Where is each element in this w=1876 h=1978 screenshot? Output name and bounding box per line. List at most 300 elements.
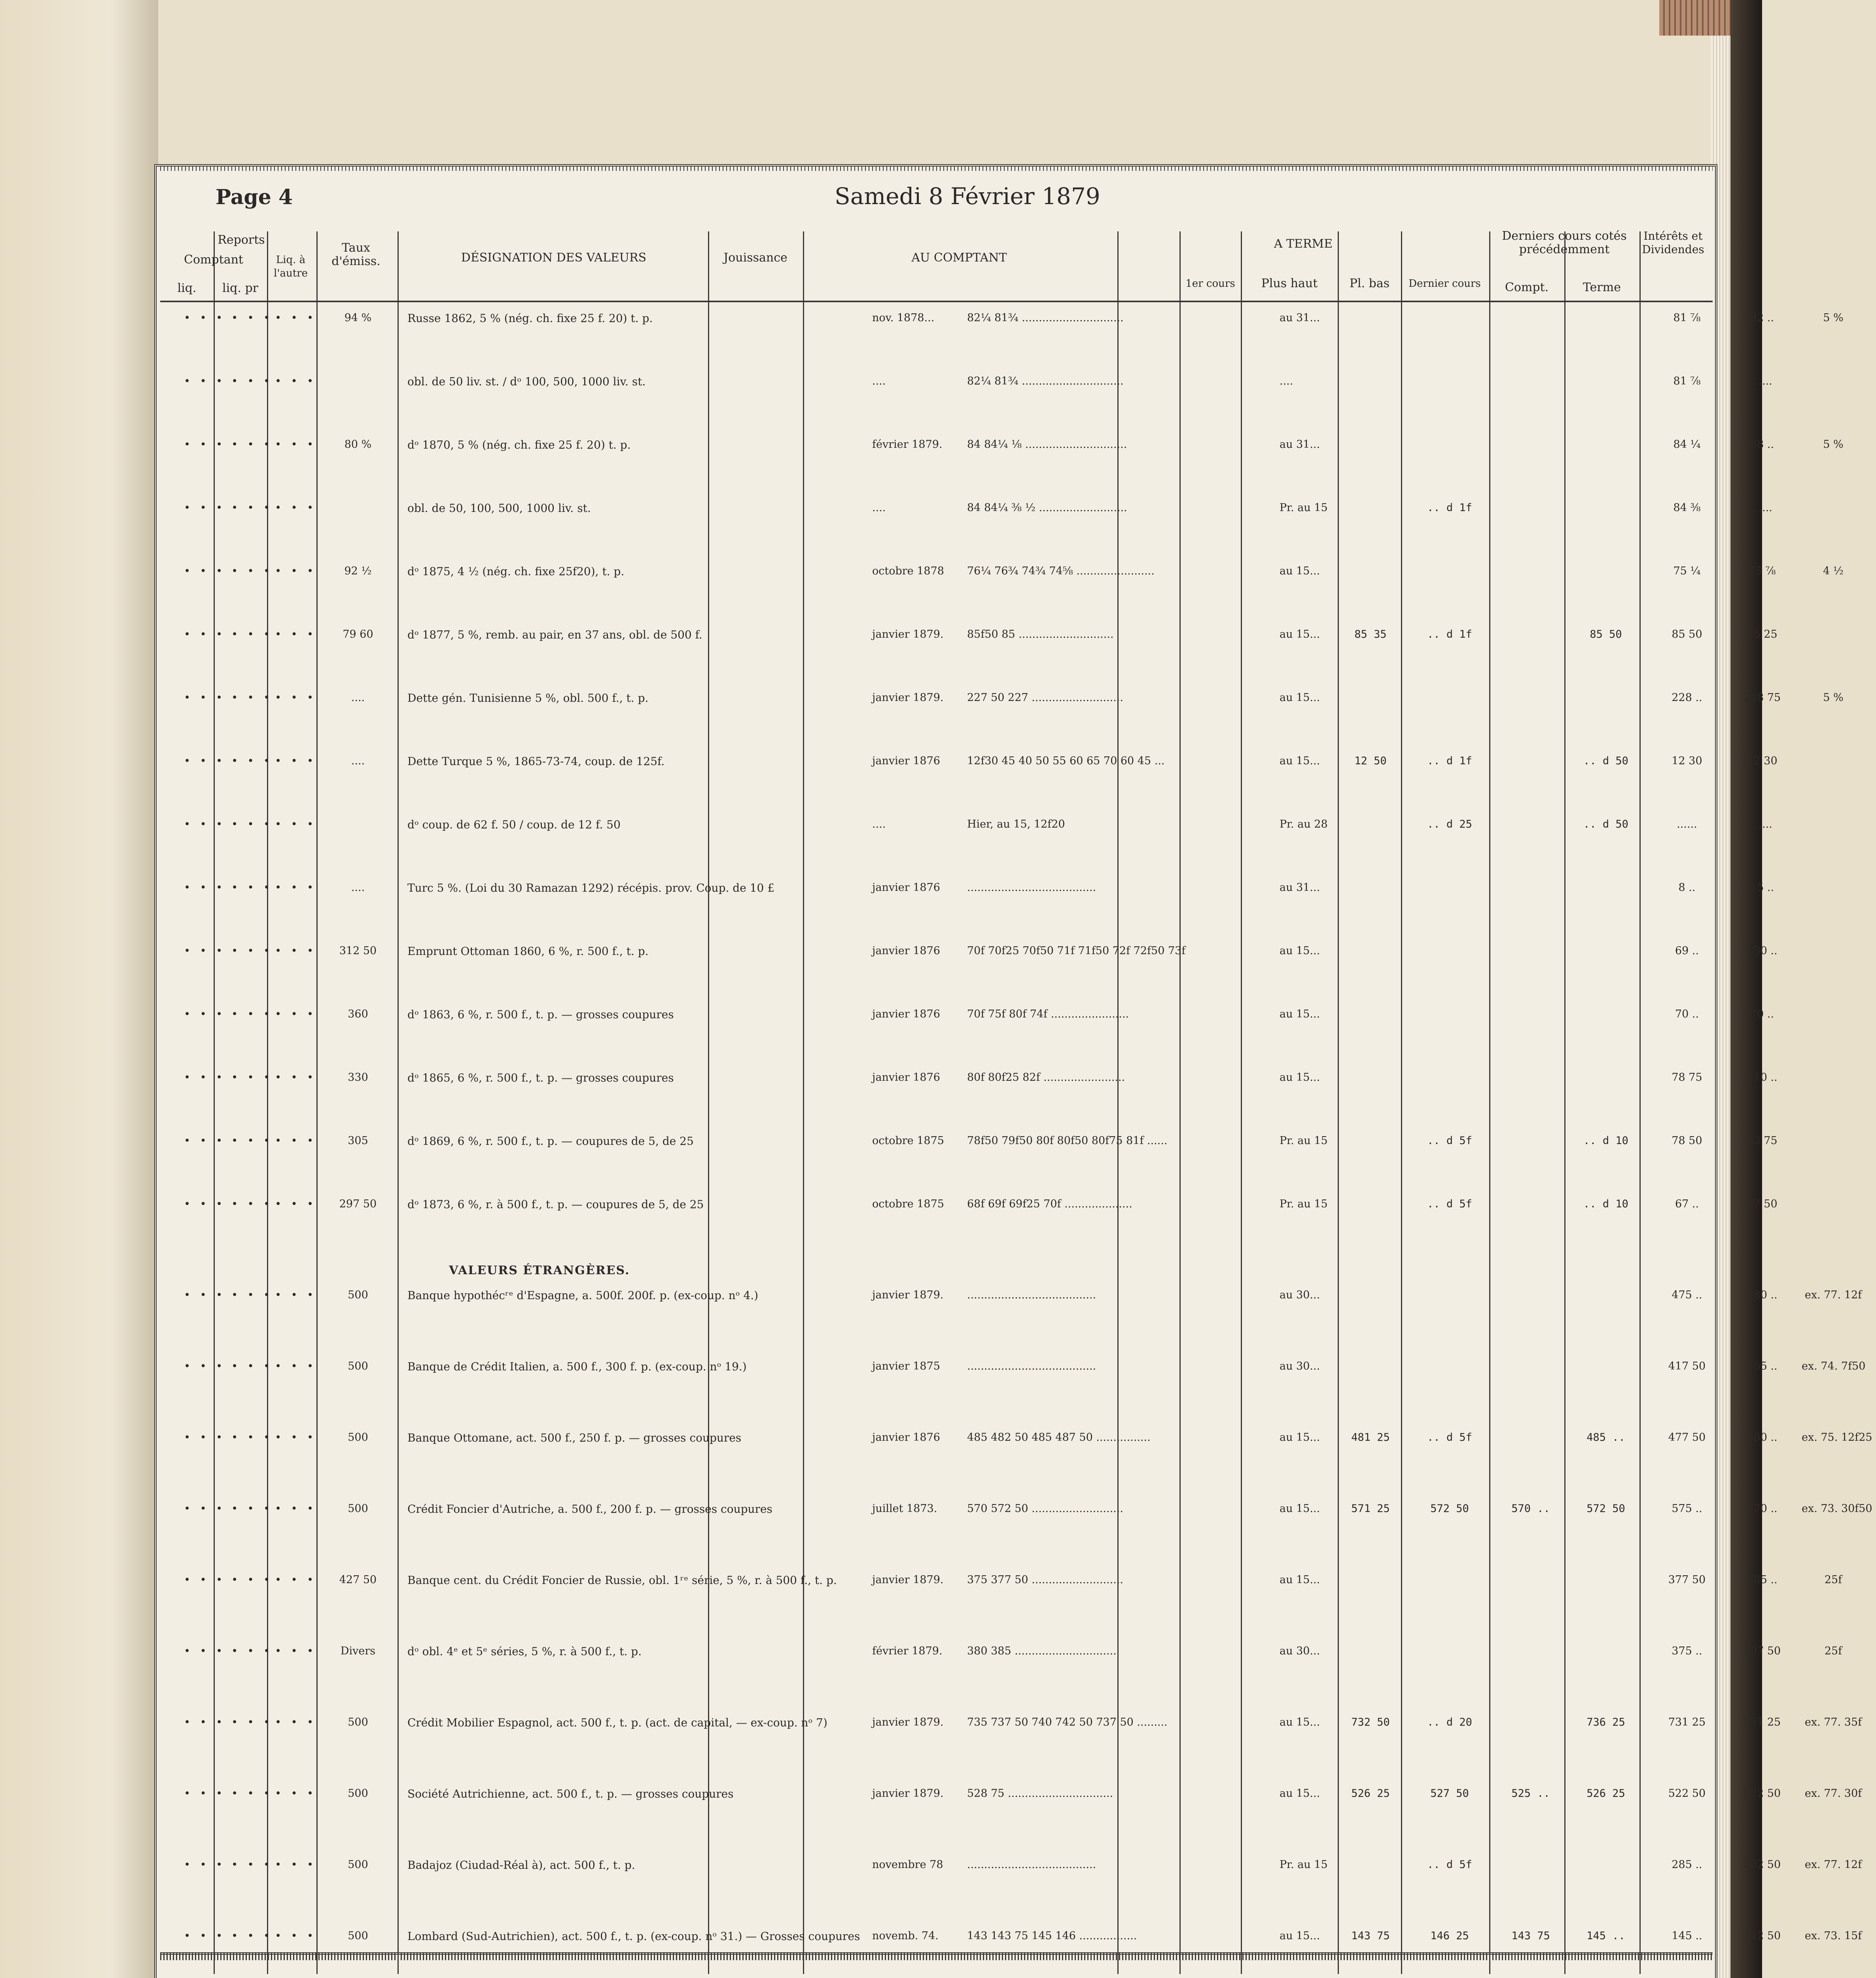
section-title: VALEURS ÉTRANGÈRES.: [449, 1264, 630, 1277]
cell-desig: Russe 1862, 5 % (nég. ch. fixe 25 f. 20) t. p.: [407, 312, 653, 325]
report-dots: • • •: [184, 1859, 224, 1871]
cell-taux: 330: [348, 1071, 368, 1084]
report-dots: • • •: [275, 1645, 315, 1657]
table-row: [160, 688, 1844, 752]
report-dots: • • •: [231, 438, 272, 451]
cell-dern: 526 25: [1586, 1787, 1625, 1800]
cell-haut: .. d 20: [1427, 1716, 1472, 1728]
report-dots: • • •: [275, 692, 315, 704]
report-dots: • • •: [231, 755, 272, 767]
cell-compt: ......................................: [967, 1859, 1096, 1871]
book-edge: [1730, 0, 1762, 1978]
report-dots: • • •: [184, 375, 224, 387]
report-dots: • • •: [275, 438, 315, 451]
cell-jouis: ....: [872, 375, 886, 387]
report-dots: • • •: [231, 1859, 272, 1871]
cell-tt: au 30...: [1280, 1360, 1320, 1372]
cell-taux: 427 50: [339, 1574, 377, 1586]
cell-compt: 80f 80f25 82f ........................: [967, 1071, 1125, 1084]
report-dots: • • •: [184, 1198, 224, 1210]
report-dots: • • •: [275, 1787, 315, 1800]
cell-dc1: 78 50: [1672, 1135, 1702, 1147]
cell-dern: .. d 10: [1583, 1198, 1628, 1210]
cell-int: ex. 73. 30f50: [1802, 1502, 1872, 1515]
cell-int: ex. 73. 15f: [1804, 1930, 1862, 1942]
cell-tt: au 15...: [1280, 692, 1320, 704]
report-dots: • • •: [275, 881, 315, 894]
table-row: [160, 1428, 1872, 1499]
cell-dc1: 69 ..: [1675, 945, 1699, 957]
cell-haut: 572 50: [1430, 1502, 1469, 1515]
cell-dc1: 8 ..: [1678, 881, 1696, 894]
cell-taux: Divers: [340, 1645, 376, 1657]
header-premier-cours: 1er cours: [1185, 278, 1235, 290]
header-liq-a-lautre: Liq. à l'autre: [274, 254, 308, 279]
cell-int: ex. 77. 35f: [1804, 1716, 1862, 1728]
cell-tt: Pr. au 15: [1280, 1135, 1328, 1147]
cell-haut: .. d 5f: [1427, 1859, 1472, 1871]
table-row: [160, 1068, 1778, 1131]
cell-taux: 500: [348, 1859, 368, 1871]
cell-dern: .. d 50: [1583, 818, 1628, 830]
report-dots: • • •: [231, 945, 272, 957]
cell-dc2: 228 75: [1743, 692, 1781, 704]
cell-desig: dᵒ 1869, 6 %, r. 500 f., t. p. — coupures de 5, de 25: [407, 1135, 694, 1148]
cell-jouis: ....: [872, 502, 886, 514]
table-row: [160, 815, 1772, 878]
header-dernier-cours: Dernier cours: [1408, 278, 1481, 290]
cell-desig: Banque cent. du Crédit Foncier de Russie, obl. 1ʳᵉ série, 5 %, r. à 500 f., t. p.: [407, 1574, 837, 1587]
table-row: [160, 1357, 1866, 1428]
cell-dern: 145 ..: [1586, 1930, 1625, 1942]
section-row: [160, 1258, 1713, 1286]
cell-dc1: 84 ¼: [1673, 438, 1701, 451]
cell-tt: Pr. au 15: [1280, 502, 1328, 514]
cell-dc1: 417 50: [1668, 1360, 1706, 1372]
report-dots: • • •: [231, 1198, 272, 1210]
cell-dc2: 130 ..: [1747, 945, 1778, 957]
header-terme: Terme: [1583, 280, 1621, 294]
report-dots: • • •: [275, 1008, 315, 1020]
report-dots: • • •: [231, 1431, 272, 1444]
header-a-terme: A TERME: [1274, 237, 1333, 251]
cell-tt: au 15...: [1280, 1502, 1320, 1515]
report-dots: • • •: [231, 1716, 272, 1728]
cell-dc2: 570 ..: [1747, 1502, 1778, 1515]
cell-desig: dᵒ 1873, 6 %, r. à 500 f., t. p. — coupures de 5, de 25: [407, 1198, 704, 1211]
cell-tt: au 15...: [1280, 1431, 1320, 1444]
cell-tt: au 31...: [1280, 881, 1320, 894]
cell-first: 481 25: [1351, 1431, 1390, 1444]
cell-jouis: janvier 1879.: [872, 1716, 944, 1728]
cell-dc1: 70 ..: [1675, 1008, 1699, 1020]
cell-dc2: 15 ..: [1750, 881, 1774, 894]
cell-tt: au 31...: [1280, 438, 1320, 451]
report-dots: • • •: [231, 502, 272, 514]
header-plus-haut: Plus haut: [1261, 277, 1318, 290]
cell-desig: dᵒ 1870, 5 % (nég. ch. fixe 25 f. 20) t. p.: [407, 438, 631, 451]
cell-jouis: février 1879.: [872, 438, 943, 451]
report-dots: • • •: [184, 1360, 224, 1372]
cell-dc2: 480 ..: [1747, 1431, 1778, 1444]
cell-dc2: 53 75: [1747, 1135, 1778, 1147]
cell-tt: Pr. au 15: [1280, 1198, 1328, 1210]
cell-compt: 70f 75f 80f 74f .......................: [967, 1008, 1129, 1020]
report-dots: • • •: [184, 818, 224, 830]
cell-taux: 500: [348, 1930, 368, 1942]
cell-compt: 143 143 75 145 146 .................: [967, 1930, 1137, 1942]
cell-jouis: janvier 1879.: [872, 628, 944, 640]
cell-dc2: 522 50: [1743, 1787, 1781, 1800]
report-dots: • • •: [184, 881, 224, 894]
book-gutter: [0, 0, 158, 1978]
cell-dc2: 82 ..: [1750, 312, 1774, 324]
report-dots: • • •: [184, 438, 224, 451]
cell-dern: 485 ..: [1586, 1431, 1625, 1444]
report-dots: • • •: [275, 818, 315, 830]
table-row: [160, 1286, 1862, 1357]
table-row: [160, 372, 1772, 435]
cell-dc1: 285 ..: [1672, 1859, 1702, 1871]
cell-desig: Badajoz (Ciudad-Réal à), act. 500 f., t. p.: [407, 1859, 635, 1872]
cell-dc1: 78 75: [1672, 1071, 1702, 1084]
cell-desig: Crédit Foncier d'Autriche, a. 500 f., 200 f. p. — grosses coupures: [407, 1502, 772, 1516]
cell-bas: 525 ..: [1511, 1787, 1550, 1800]
cell-compt: 375 377 50 ...........................: [967, 1574, 1123, 1586]
report-dots: • • •: [231, 1645, 272, 1657]
cell-taux: 297 50: [339, 1198, 377, 1210]
cell-dc2: 310 ..: [1747, 1071, 1778, 1084]
report-dots: • • •: [275, 945, 315, 957]
report-dots: • • •: [184, 628, 224, 640]
cell-dc2: 67 50: [1747, 1198, 1778, 1210]
report-dots: • • •: [275, 1859, 315, 1871]
cell-jouis: juillet 1873.: [872, 1502, 937, 1515]
rows-fonds-etrangers: [160, 309, 1844, 1258]
table-row: [160, 878, 1774, 942]
report-dots: • • •: [184, 1645, 224, 1657]
report-dots: • • •: [231, 628, 272, 640]
cell-tt: ....: [1280, 375, 1293, 387]
report-dots: • • •: [184, 1071, 224, 1084]
report-dots: • • •: [184, 1008, 224, 1020]
cell-int: 25f: [1824, 1645, 1842, 1657]
cell-dc2: 731 25: [1743, 1716, 1781, 1728]
report-dots: • • •: [231, 312, 272, 324]
cell-desig: dᵒ 1865, 6 %, r. 500 f., t. p. — grosses coupures: [407, 1071, 674, 1084]
cell-dc1: 84 ⅜: [1673, 502, 1701, 514]
cell-dc2: 75 ⅞: [1748, 565, 1776, 577]
report-dots: • • •: [184, 1431, 224, 1444]
report-dots: • • •: [231, 1787, 272, 1800]
cell-tt: au 15...: [1280, 1787, 1320, 1800]
cell-dc1: 375 ..: [1672, 1645, 1702, 1657]
table-row: [160, 1131, 1778, 1195]
report-dots: • • •: [231, 1008, 272, 1020]
cell-int: ex. 77. 12f: [1804, 1859, 1862, 1871]
table-row: [160, 1784, 1862, 1855]
report-dots: • • •: [184, 1502, 224, 1515]
cell-dc1: 731 25: [1668, 1716, 1706, 1728]
top-rule: [160, 166, 1713, 171]
cell-dc2: 12 30: [1747, 755, 1778, 767]
report-dots: • • •: [184, 565, 224, 577]
table-row: [160, 1713, 1862, 1784]
cell-taux: 92 ½: [344, 565, 372, 577]
cell-desig: obl. de 50, 100, 500, 1000 liv. st.: [407, 502, 591, 515]
cell-tt: au 15...: [1280, 755, 1320, 767]
cell-int: 4 ½: [1823, 565, 1844, 577]
cell-taux: 360: [348, 1008, 368, 1020]
header-plus-bas: Pl. bas: [1349, 277, 1390, 290]
report-dots: • • •: [231, 1071, 272, 1084]
cell-desig: Emprunt Ottoman 1860, 6 %, r. 500 f., t. p.: [407, 945, 649, 958]
cell-desig: dᵒ 1875, 4 ½ (nég. ch. fixe 25f20), t. p.: [407, 565, 625, 578]
cell-compt: 84 84¼ ⅜ ½ ..........................: [967, 502, 1127, 514]
cell-desig: obl. de 50 liv. st. / dᵒ 100, 500, 1000 liv. st.: [407, 375, 646, 388]
report-dots: • • •: [184, 945, 224, 957]
table-row: [160, 309, 1844, 372]
cell-haut: .. d 25: [1427, 818, 1472, 830]
cell-jouis: janvier 1876: [872, 945, 940, 957]
table-row: [160, 562, 1844, 625]
report-dots: • • •: [184, 692, 224, 704]
header-reports: Reports: [218, 233, 265, 247]
report-dots: • • •: [275, 565, 315, 577]
cell-jouis: janvier 1876: [872, 755, 940, 767]
book-spine: [1659, 0, 1730, 36]
report-dots: • • •: [275, 755, 315, 767]
table-row: [160, 625, 1778, 688]
report-dots: • • •: [275, 1716, 315, 1728]
cell-haut: .. d 5f: [1427, 1198, 1472, 1210]
report-dots: • • •: [275, 375, 315, 387]
cell-compt: ......................................: [967, 1360, 1096, 1372]
cell-dern: 572 50: [1586, 1502, 1625, 1515]
cell-jouis: janvier 1879.: [872, 1289, 944, 1301]
rows-valeurs-etrangeres: [160, 1286, 1872, 1978]
report-dots: • • •: [275, 628, 315, 640]
cell-first: 571 25: [1351, 1502, 1390, 1515]
cell-desig: Banque Ottomane, act. 500 f., 250 f. p. — grosses coupures: [407, 1431, 742, 1444]
cell-dc1: 477 50: [1668, 1431, 1706, 1444]
table-row: [160, 752, 1778, 815]
report-dots: • • •: [184, 502, 224, 514]
cell-jouis: nov. 1878...: [872, 312, 935, 324]
cell-dc2: ......: [1752, 502, 1772, 514]
report-dots: • • •: [275, 1198, 315, 1210]
cell-jouis: janvier 1876: [872, 1431, 940, 1444]
table-row: [160, 1499, 1872, 1571]
cell-bas: 570 ..: [1511, 1502, 1550, 1515]
table-row: [160, 1195, 1778, 1258]
cell-taux: ....: [351, 755, 365, 767]
cell-dc1: 522 50: [1668, 1787, 1706, 1800]
header-au-comptant: AU COMPTANT: [911, 251, 1007, 265]
table-row: [160, 1855, 1862, 1927]
cell-desig: dᵒ obl. 4ᵉ et 5ᵉ séries, 5 %, r. à 500 f., t. p.: [407, 1645, 642, 1658]
report-dots: • • •: [231, 881, 272, 894]
cell-jouis: ....: [872, 818, 886, 830]
cell-dern: 736 25: [1586, 1716, 1625, 1728]
page-date: Samedi 8 Février 1879: [835, 183, 1100, 210]
header-rule: [160, 231, 1713, 302]
cell-compt: 68f 69f 69f25 70f ....................: [967, 1198, 1132, 1210]
cell-int: ex. 74. 7f50: [1802, 1360, 1866, 1372]
cell-jouis: octobre 1875: [872, 1198, 944, 1210]
cell-dern: 85 50: [1590, 628, 1622, 640]
cell-desig: Banque de Crédit Italien, a. 500 f., 300 f. p. (ex-coup. nᵒ 19.): [407, 1360, 747, 1373]
cell-desig: dᵒ 1877, 5 %, remb. au pair, en 37 ans, obl. de 500 f.: [407, 628, 702, 641]
cell-tt: au 30...: [1280, 1289, 1320, 1301]
cell-jouis: octobre 1875: [872, 1135, 944, 1147]
report-dots: • • •: [275, 1502, 315, 1515]
cell-int: 5 %: [1823, 312, 1844, 324]
cell-dc2: 142 50: [1743, 1930, 1781, 1942]
header-designation: DÉSIGNATION DES VALEURS: [461, 251, 647, 265]
cell-jouis: janvier 1879.: [872, 692, 944, 704]
cell-jouis: janvier 1876: [872, 1008, 940, 1020]
cell-int: ex. 77. 30f: [1804, 1787, 1862, 1800]
report-dots: • • •: [231, 1135, 272, 1147]
report-dots: • • •: [184, 1930, 224, 1942]
cell-jouis: novemb. 74.: [872, 1930, 939, 1942]
cell-tt: au 30...: [1280, 1645, 1320, 1657]
cell-taux: ....: [351, 692, 365, 704]
report-dots: • • •: [275, 1360, 315, 1372]
cell-dc1: 75 ¼: [1673, 565, 1701, 577]
cell-haut: .. d 1f: [1427, 502, 1472, 514]
cell-int: ex. 77. 12f: [1804, 1289, 1862, 1301]
cell-compt: 76¼ 76¾ 74¾ 74⅝ .......................: [967, 565, 1155, 577]
cell-dc2: 70 ..: [1750, 1008, 1774, 1020]
report-dots: • • •: [231, 818, 272, 830]
report-dots: • • •: [275, 1930, 315, 1942]
report-dots: • • •: [231, 1289, 272, 1301]
cell-taux: 94 %: [344, 312, 372, 324]
cell-first: 526 25: [1351, 1787, 1390, 1800]
report-dots: • • •: [275, 502, 315, 514]
cell-compt: ......................................: [967, 881, 1096, 894]
report-dots: • • •: [275, 1071, 315, 1084]
cell-taux: 305: [348, 1135, 368, 1147]
table-row: [160, 1005, 1774, 1068]
cell-first: 85 35: [1354, 628, 1387, 640]
cell-int: ex. 75. 12f25: [1802, 1431, 1872, 1444]
cell-dc1: 145 ..: [1672, 1930, 1702, 1942]
cell-dern: .. d 50: [1583, 755, 1628, 767]
cell-haut: .. d 5f: [1427, 1135, 1472, 1147]
cell-compt: ......................................: [967, 1289, 1096, 1301]
cell-taux: 500: [348, 1787, 368, 1800]
quote-table: [160, 309, 1872, 1978]
cell-dc1: 575 ..: [1672, 1502, 1702, 1515]
cell-first: 12 50: [1354, 755, 1387, 767]
cell-compt: 380 385 ..............................: [967, 1645, 1117, 1657]
report-dots: • • •: [231, 1502, 272, 1515]
cell-jouis: janvier 1876: [872, 1071, 940, 1084]
cell-jouis: janvier 1879.: [872, 1787, 944, 1800]
cell-jouis: janvier 1875: [872, 1360, 940, 1372]
table-row: [160, 435, 1844, 498]
cell-compt: 12f30 45 40 50 55 60 65 70 60 45 ...: [967, 755, 1165, 767]
cell-desig: Turc 5 %. (Loi du 30 Ramazan 1292) récépis. prov. Coup. de 10 £: [407, 881, 775, 894]
cell-desig: Dette gén. Tunisienne 5 %, obl. 500 f., t. p.: [407, 692, 649, 705]
cell-taux: ....: [351, 881, 365, 894]
cell-tt: au 15...: [1280, 945, 1320, 957]
report-dots: • • •: [231, 375, 272, 387]
cell-jouis: octobre 1878: [872, 565, 944, 577]
cell-dc1: 377 50: [1668, 1574, 1706, 1586]
cell-tt: au 15...: [1280, 1071, 1320, 1084]
report-dots: • • •: [184, 755, 224, 767]
report-dots: • • •: [184, 1289, 224, 1301]
cell-compt: 85f50 85 ............................: [967, 628, 1114, 640]
cell-dc2: 88 ..: [1750, 438, 1774, 451]
cell-desig: Banque hypothécʳᵉ d'Espagne, a. 500f. 200f. p. (ex-coup. nᵒ 4.): [407, 1289, 759, 1302]
header-interets: Intérêts et Dividendes: [1642, 229, 1704, 256]
cell-tt: Pr. au 28: [1280, 818, 1328, 830]
header-jouissance: Jouissance: [723, 251, 788, 265]
cell-tt: Pr. au 15: [1280, 1859, 1328, 1871]
table-row: [160, 942, 1778, 1005]
cell-jouis: janvier 1879.: [872, 1574, 944, 1586]
table-row: [160, 1642, 1842, 1713]
cell-compt: 78f50 79f50 80f 80f50 80f75 81f ......: [967, 1135, 1168, 1147]
report-dots: • • •: [231, 1360, 272, 1372]
cell-taux: 79 60: [343, 628, 373, 640]
cell-tt: au 15...: [1280, 565, 1320, 577]
report-dots: • • •: [275, 1135, 315, 1147]
report-dots: • • •: [184, 1787, 224, 1800]
cell-taux: 500: [348, 1716, 368, 1728]
cell-haut: .. d 5f: [1427, 1431, 1472, 1444]
cell-tt: au 15...: [1280, 1716, 1320, 1728]
cell-taux: 312 50: [339, 945, 377, 957]
cell-compt: 82¼ 81¾ ..............................: [967, 375, 1124, 387]
cell-int: 5 %: [1823, 692, 1844, 704]
report-dots: • • •: [184, 1135, 224, 1147]
cell-dc2: 85 25: [1747, 628, 1778, 640]
cell-jouis: janvier 1876: [872, 881, 940, 894]
cell-desig: Lombard (Sud-Autrichien), act. 500 f., t. p. (ex-coup. nᵒ 31.) — Grosses coupures: [407, 1930, 860, 1943]
page-number: Page 4: [216, 185, 293, 209]
cell-compt: 82¼ 81¾ ..............................: [967, 312, 1124, 324]
header-derniers-cours: Derniers cours cotés précédemment: [1502, 229, 1627, 256]
header-compt: Compt.: [1505, 280, 1549, 294]
cell-int: 25f: [1824, 1574, 1842, 1586]
report-dots: • • •: [184, 312, 224, 324]
cell-dc1: 12 30: [1672, 755, 1702, 767]
header-liq-pr: liq. pr: [222, 281, 258, 295]
cell-dc2: 282 50: [1743, 1859, 1781, 1871]
cell-dc1: 85 50: [1672, 628, 1702, 640]
report-dots: • • •: [231, 1930, 272, 1942]
report-dots: • • •: [275, 1431, 315, 1444]
cell-haut: 146 25: [1430, 1930, 1469, 1942]
cell-dc1: 67 ..: [1675, 1198, 1699, 1210]
report-dots: • • •: [231, 692, 272, 704]
header-comptant: Comptant: [184, 253, 243, 267]
cell-desig: Dette Turque 5 %, 1865-73-74, coup. de 125f.: [407, 755, 665, 768]
cell-haut: .. d 1f: [1427, 755, 1472, 767]
cell-compt: 485 482 50 485 487 50 ................: [967, 1431, 1151, 1444]
cell-tt: au 15...: [1280, 1930, 1320, 1942]
cell-dc1: 475 ..: [1672, 1289, 1702, 1301]
cell-dc1: 228 ..: [1672, 692, 1702, 704]
cell-dc1: 81 ⅞: [1673, 312, 1701, 324]
cell-compt: 570 572 50 ...........................: [967, 1502, 1123, 1515]
